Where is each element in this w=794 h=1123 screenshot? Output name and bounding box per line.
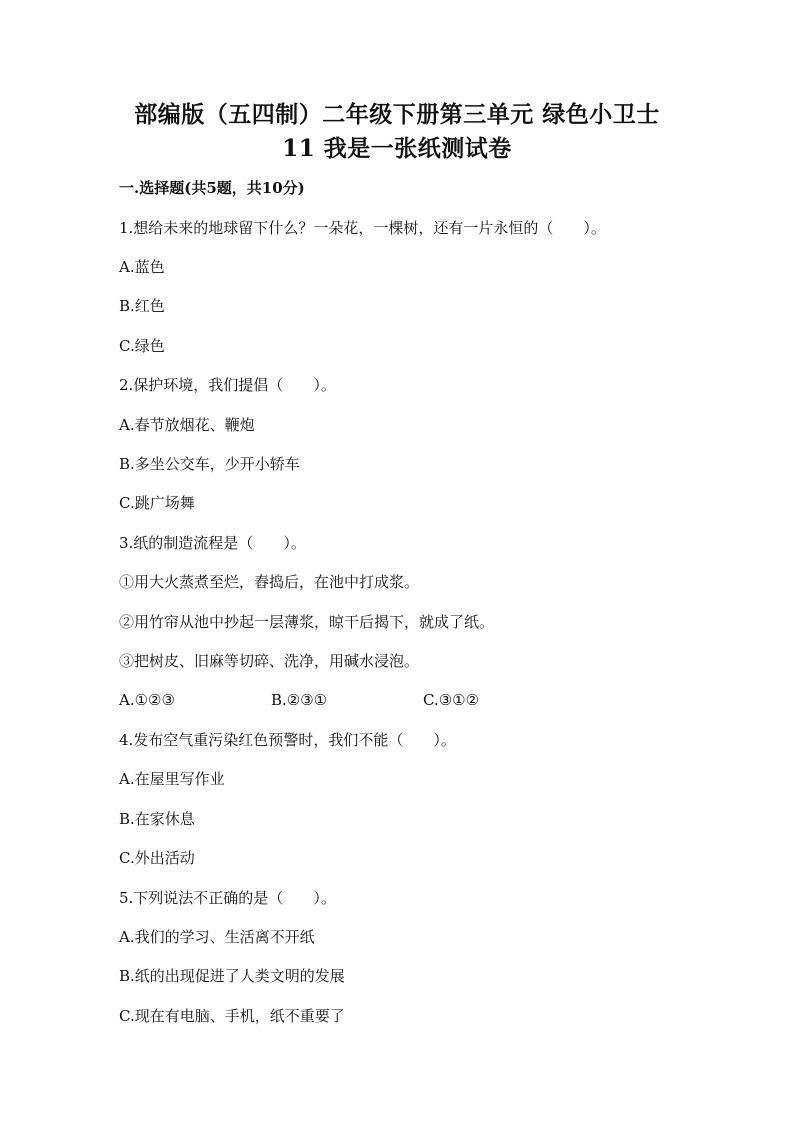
question-2-option-a: A.春节放烟花、鞭炮 xyxy=(119,416,255,434)
page-title-line-1: 部编版（五四制）二年级下册第三单元 绿色小卫士 xyxy=(134,101,660,128)
question-3-step-1: ①用大火蒸煮至烂，舂捣后，在池中打成浆。 xyxy=(119,573,420,591)
page-title-line-2: 11 我是一张纸测试卷 xyxy=(282,135,512,162)
question-1-stem: 1.想给未来的地球留下什么？一朵花，一棵树，还有一片永恒的（ ）。 xyxy=(119,219,606,237)
section-heading: 一.选择题(共5题，共10分) xyxy=(119,179,305,197)
question-5-option-a: A.我们的学习、生活离不开纸 xyxy=(119,928,315,946)
question-4-stem: 4.发布空气重污染红色预警时，我们不能（ ）。 xyxy=(119,731,456,749)
question-2-stem: 2.保护环境，我们提倡（ ）。 xyxy=(119,376,336,394)
question-2-option-b: B.多坐公交车，少开小轿车 xyxy=(119,455,300,473)
question-3-option-a: A.①②③ xyxy=(119,691,175,709)
question-2-option-c: C.跳广场舞 xyxy=(119,494,195,512)
question-3-options-row xyxy=(119,690,719,710)
question-5-option-c: C.现在有电脑、手机，纸不重要了 xyxy=(119,1007,345,1025)
question-1-option-b: B.红色 xyxy=(119,297,165,315)
question-3-step-2: ②用竹帘从池中抄起一层薄浆，晾干后揭下，就成了纸。 xyxy=(119,613,495,631)
question-3-step-3: ③把树皮、旧麻等切碎、洗净，用碱水浸泡。 xyxy=(119,652,420,670)
question-3-option-b: B.②③① xyxy=(271,691,328,709)
question-3-option-c: C.③①② xyxy=(423,691,480,709)
question-4-option-a: A.在屋里写作业 xyxy=(119,770,225,788)
question-4-option-c: C.外出活动 xyxy=(119,849,195,867)
question-1-option-c: C.绿色 xyxy=(119,337,165,355)
question-5-option-b: B.纸的出现促进了人类文明的发展 xyxy=(119,967,345,985)
question-5-stem: 5.下列说法不正确的是（ ）。 xyxy=(119,889,336,907)
question-4-option-b: B.在家休息 xyxy=(119,810,195,828)
question-1-option-a: A.蓝色 xyxy=(119,258,165,276)
question-3-stem: 3.纸的制造流程是（ ）。 xyxy=(119,534,306,552)
